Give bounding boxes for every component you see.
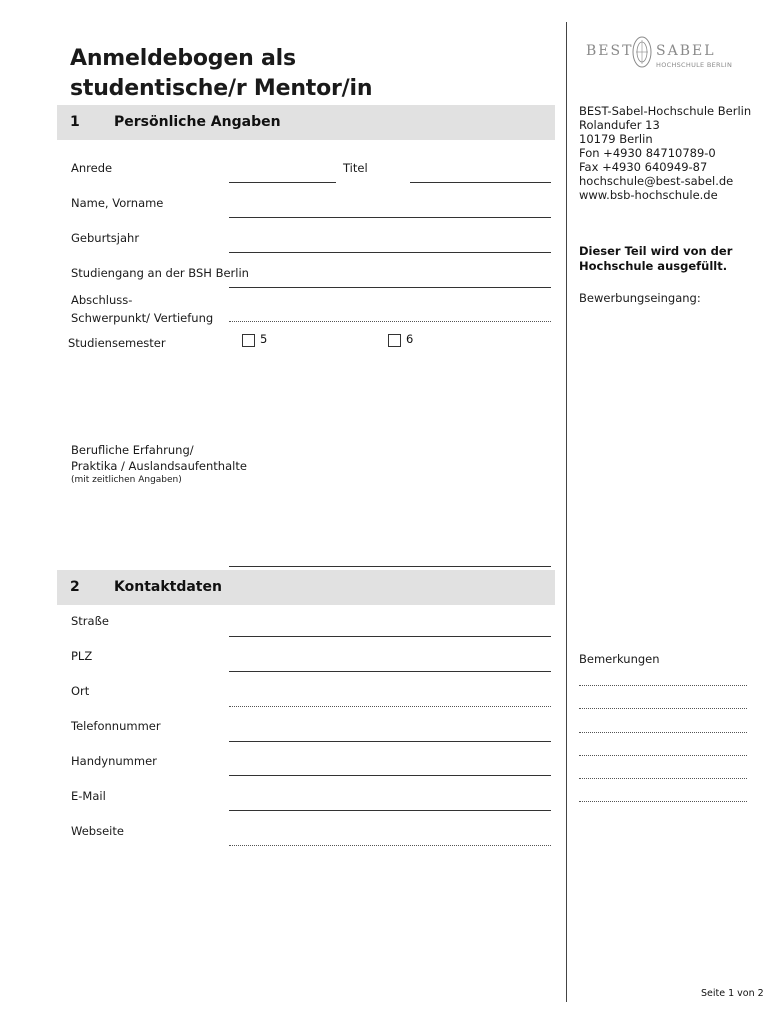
address-line: Fax +4930 640949-87: [579, 160, 708, 174]
label-studiensemester: Studiensemester: [68, 336, 166, 350]
label-ort: Ort: [71, 684, 90, 698]
label-name: Name, Vorname: [71, 196, 164, 210]
field-erfahrung[interactable]: [229, 566, 551, 567]
address-line: BEST-Sabel-Hochschule Berlin: [579, 104, 752, 118]
logo-subtitle: HOCHSCHULE BERLIN: [656, 61, 733, 69]
label-telefon: Telefonnummer: [71, 719, 161, 733]
field-geburtsjahr[interactable]: [229, 252, 551, 253]
label-erfahrung-line1: Berufliche Erfahrung/: [71, 443, 194, 457]
address-line: Fon +4930 84710789-0: [579, 146, 716, 160]
label-erfahrung: [71, 442, 247, 487]
label-erfahrung-line2: Praktika / Auslandsaufenthalte: [71, 459, 247, 473]
logo-text-best: BEST: [586, 43, 634, 59]
section-number: 1: [70, 114, 80, 130]
page-number: Seite 1 von 2: [701, 988, 764, 999]
bemerkungen-line[interactable]: [579, 778, 747, 779]
title-line-1: Anmeldebogen als: [70, 46, 296, 71]
label-erfahrung-note: (mit zeitlichen Angaben): [71, 475, 182, 485]
label-bemerkungen: Bemerkungen: [579, 652, 660, 666]
field-strasse[interactable]: [229, 636, 551, 637]
bemerkungen-line[interactable]: [579, 685, 747, 686]
address-line: Rolandufer 13: [579, 118, 660, 132]
bemerkungen-line[interactable]: [579, 755, 747, 756]
label-geburtsjahr: Geburtsjahr: [71, 231, 140, 245]
field-handy[interactable]: [229, 775, 551, 776]
address-line: 10179 Berlin: [579, 132, 653, 146]
field-ort[interactable]: [229, 706, 551, 707]
label-anrede: Anrede: [71, 161, 113, 175]
bemerkungen-line[interactable]: [579, 732, 747, 733]
field-titel[interactable]: [410, 182, 551, 183]
field-email[interactable]: [229, 810, 551, 811]
page-title: [70, 44, 372, 104]
field-webseite[interactable]: [229, 845, 551, 846]
checkbox-semester-5[interactable]: [242, 334, 255, 347]
column-divider: [566, 22, 567, 1002]
field-name[interactable]: [229, 217, 551, 218]
label-webseite: Webseite: [71, 824, 124, 838]
bemerkungen-line[interactable]: [579, 801, 747, 802]
label-bewerbungseingang: Bewerbungseingang:: [579, 291, 701, 305]
label-email: E-Mail: [71, 789, 106, 803]
field-abschluss[interactable]: [229, 321, 551, 322]
logo: [586, 34, 736, 74]
note-line: Dieser Teil wird von der: [579, 244, 733, 258]
section-header-contact: [57, 570, 555, 605]
checkbox-semester-6[interactable]: [388, 334, 401, 347]
field-plz[interactable]: [229, 671, 551, 672]
label-abschluss-line2: Schwerpunkt/ Vertiefung: [71, 311, 214, 325]
logo-text-sabel: SABEL: [656, 43, 716, 59]
sidebar-note: [579, 244, 732, 274]
address-line: www.bsb-hochschule.de: [579, 188, 718, 202]
label-handy: Handynummer: [71, 754, 157, 768]
checkbox-label-6: 6: [406, 332, 414, 346]
label-strasse: Straße: [71, 614, 109, 628]
checkbox-label-5: 5: [260, 332, 268, 346]
title-line-2: studentische/r Mentor/in: [70, 76, 373, 101]
label-abschluss-line1: Abschluss-: [71, 293, 133, 307]
section-title: Kontaktdaten: [114, 579, 222, 595]
note-line: Hochschule ausgefüllt.: [579, 259, 728, 273]
section-header-personal: [57, 105, 555, 140]
label-studiengang: Studiengang an der BSH Berlin: [71, 266, 249, 280]
field-telefon[interactable]: [229, 741, 551, 742]
bemerkungen-line[interactable]: [579, 708, 747, 709]
crest-icon: [631, 34, 653, 70]
field-studiengang[interactable]: [229, 287, 551, 288]
sidebar-address: [579, 104, 751, 202]
label-plz: PLZ: [71, 649, 93, 663]
section-title: Persönliche Angaben: [114, 114, 281, 130]
label-titel: Titel: [343, 161, 368, 175]
field-anrede[interactable]: [229, 182, 336, 183]
label-abschluss: [71, 292, 213, 326]
address-line: hochschule@best-sabel.de: [579, 174, 734, 188]
section-number: 2: [70, 579, 80, 595]
